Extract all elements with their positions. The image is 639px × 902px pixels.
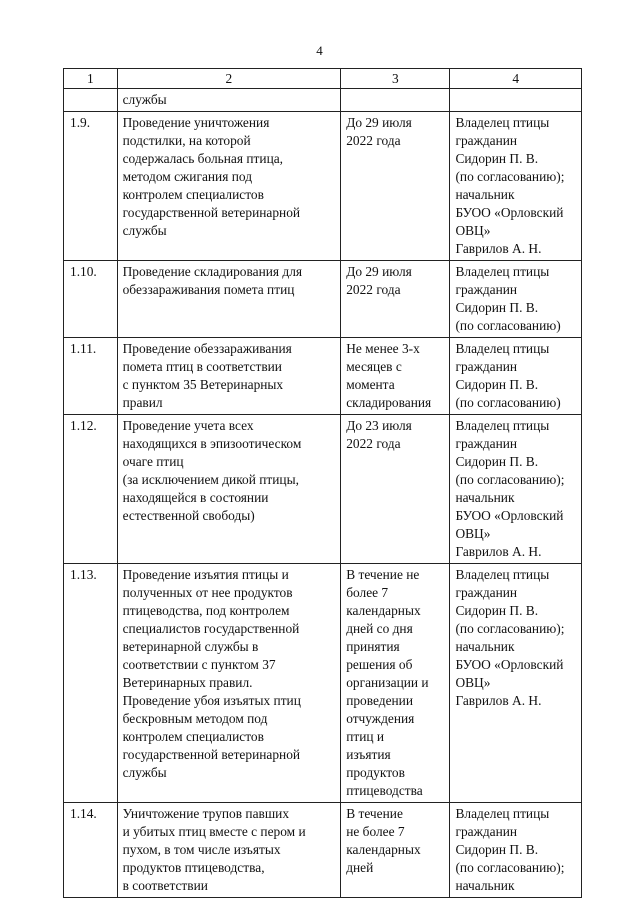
cell-action: Проведение складирования для обеззараживания помета птиц <box>117 261 341 338</box>
cell-num: 1.12. <box>64 415 118 564</box>
table-row <box>64 261 582 338</box>
cell-responsible: Владелец птицы гражданин Сидорин П. В. (по согласованию) <box>450 261 582 338</box>
cell-responsible: Владелец птицы гражданин Сидорин П. В. (по согласованию); начальник БУОО «Орловский ОВЦ» Гаврилов А. Н. <box>450 415 582 564</box>
cell-responsible: Владелец птицы гражданин Сидорин П. В. (по согласованию) <box>450 338 582 415</box>
cell-action: Проведение уничтожения подстилки, на которой содержалась больная птица, методом сжигания под контролем специалистов государственной ветеринарной службы <box>117 112 341 261</box>
cell-action: Уничтожение трупов павших и убитых птиц вместе с пером и пухом, в том числе изъятых продуктов птицеводства, в соответствии <box>117 803 341 898</box>
cell-responsible: Владелец птицы гражданин Сидорин П. В. (по согласованию); начальник БУОО «Орловский ОВЦ» Гаврилов А. Н. <box>450 564 582 803</box>
cell-action: службы <box>117 89 341 112</box>
cell-action: Проведение изъятия птицы и полученных от нее продуктов птицеводства, под контролем специалистов государственной ветеринарной службы в соответствии с пунктом 37 Ветеринарных правил. Проведение убоя изъятых птиц бескровным методом под контролем специалистов государственной ветеринарной службы <box>117 564 341 803</box>
page-number: 4 <box>316 43 323 58</box>
cell-num: 1.11. <box>64 338 118 415</box>
table-row <box>64 112 582 261</box>
table-header-row <box>64 69 582 89</box>
cell-term <box>341 89 450 112</box>
cell-action: Проведение обеззараживания помета птиц в соответствии с пунктом 35 Ветеринарных правил <box>117 338 341 415</box>
header-col-1: 1 <box>64 69 118 89</box>
table-row <box>64 803 582 898</box>
cell-responsible <box>450 89 582 112</box>
cell-num: 1.14. <box>64 803 118 898</box>
cell-responsible: Владелец птицы гражданин Сидорин П. В. (по согласованию); начальник БУОО «Орловский ОВЦ» Гаврилов А. Н. <box>450 112 582 261</box>
cell-num <box>64 89 118 112</box>
header-col-2: 2 <box>117 69 341 89</box>
table-row <box>64 338 582 415</box>
cell-term: До 29 июля 2022 года <box>341 112 450 261</box>
cell-term: До 23 июля 2022 года <box>341 415 450 564</box>
cell-num: 1.10. <box>64 261 118 338</box>
continuation-row <box>64 89 582 112</box>
header-col-3: 3 <box>341 69 450 89</box>
cell-term: В течение не более 7 календарных дней <box>341 803 450 898</box>
table-row <box>64 564 582 803</box>
header-col-4: 4 <box>450 69 582 89</box>
cell-num: 1.9. <box>64 112 118 261</box>
cell-action: Проведение учета всех находящихся в эпизоотическом очаге птиц (за исключением дикой птицы, находящейся в состоянии естественной свободы) <box>117 415 341 564</box>
cell-term: До 29 июля 2022 года <box>341 261 450 338</box>
measures-table <box>63 68 582 898</box>
cell-term: Не менее 3-х месяцев с момента складирования <box>341 338 450 415</box>
cell-num: 1.13. <box>64 564 118 803</box>
cell-responsible: Владелец птицы гражданин Сидорин П. В. (по согласованию); начальник <box>450 803 582 898</box>
cell-term: В течение не более 7 календарных дней со дня принятия решения об организации и проведении отчуждения птиц и изъятия продуктов птицеводства <box>341 564 450 803</box>
table-row <box>64 415 582 564</box>
